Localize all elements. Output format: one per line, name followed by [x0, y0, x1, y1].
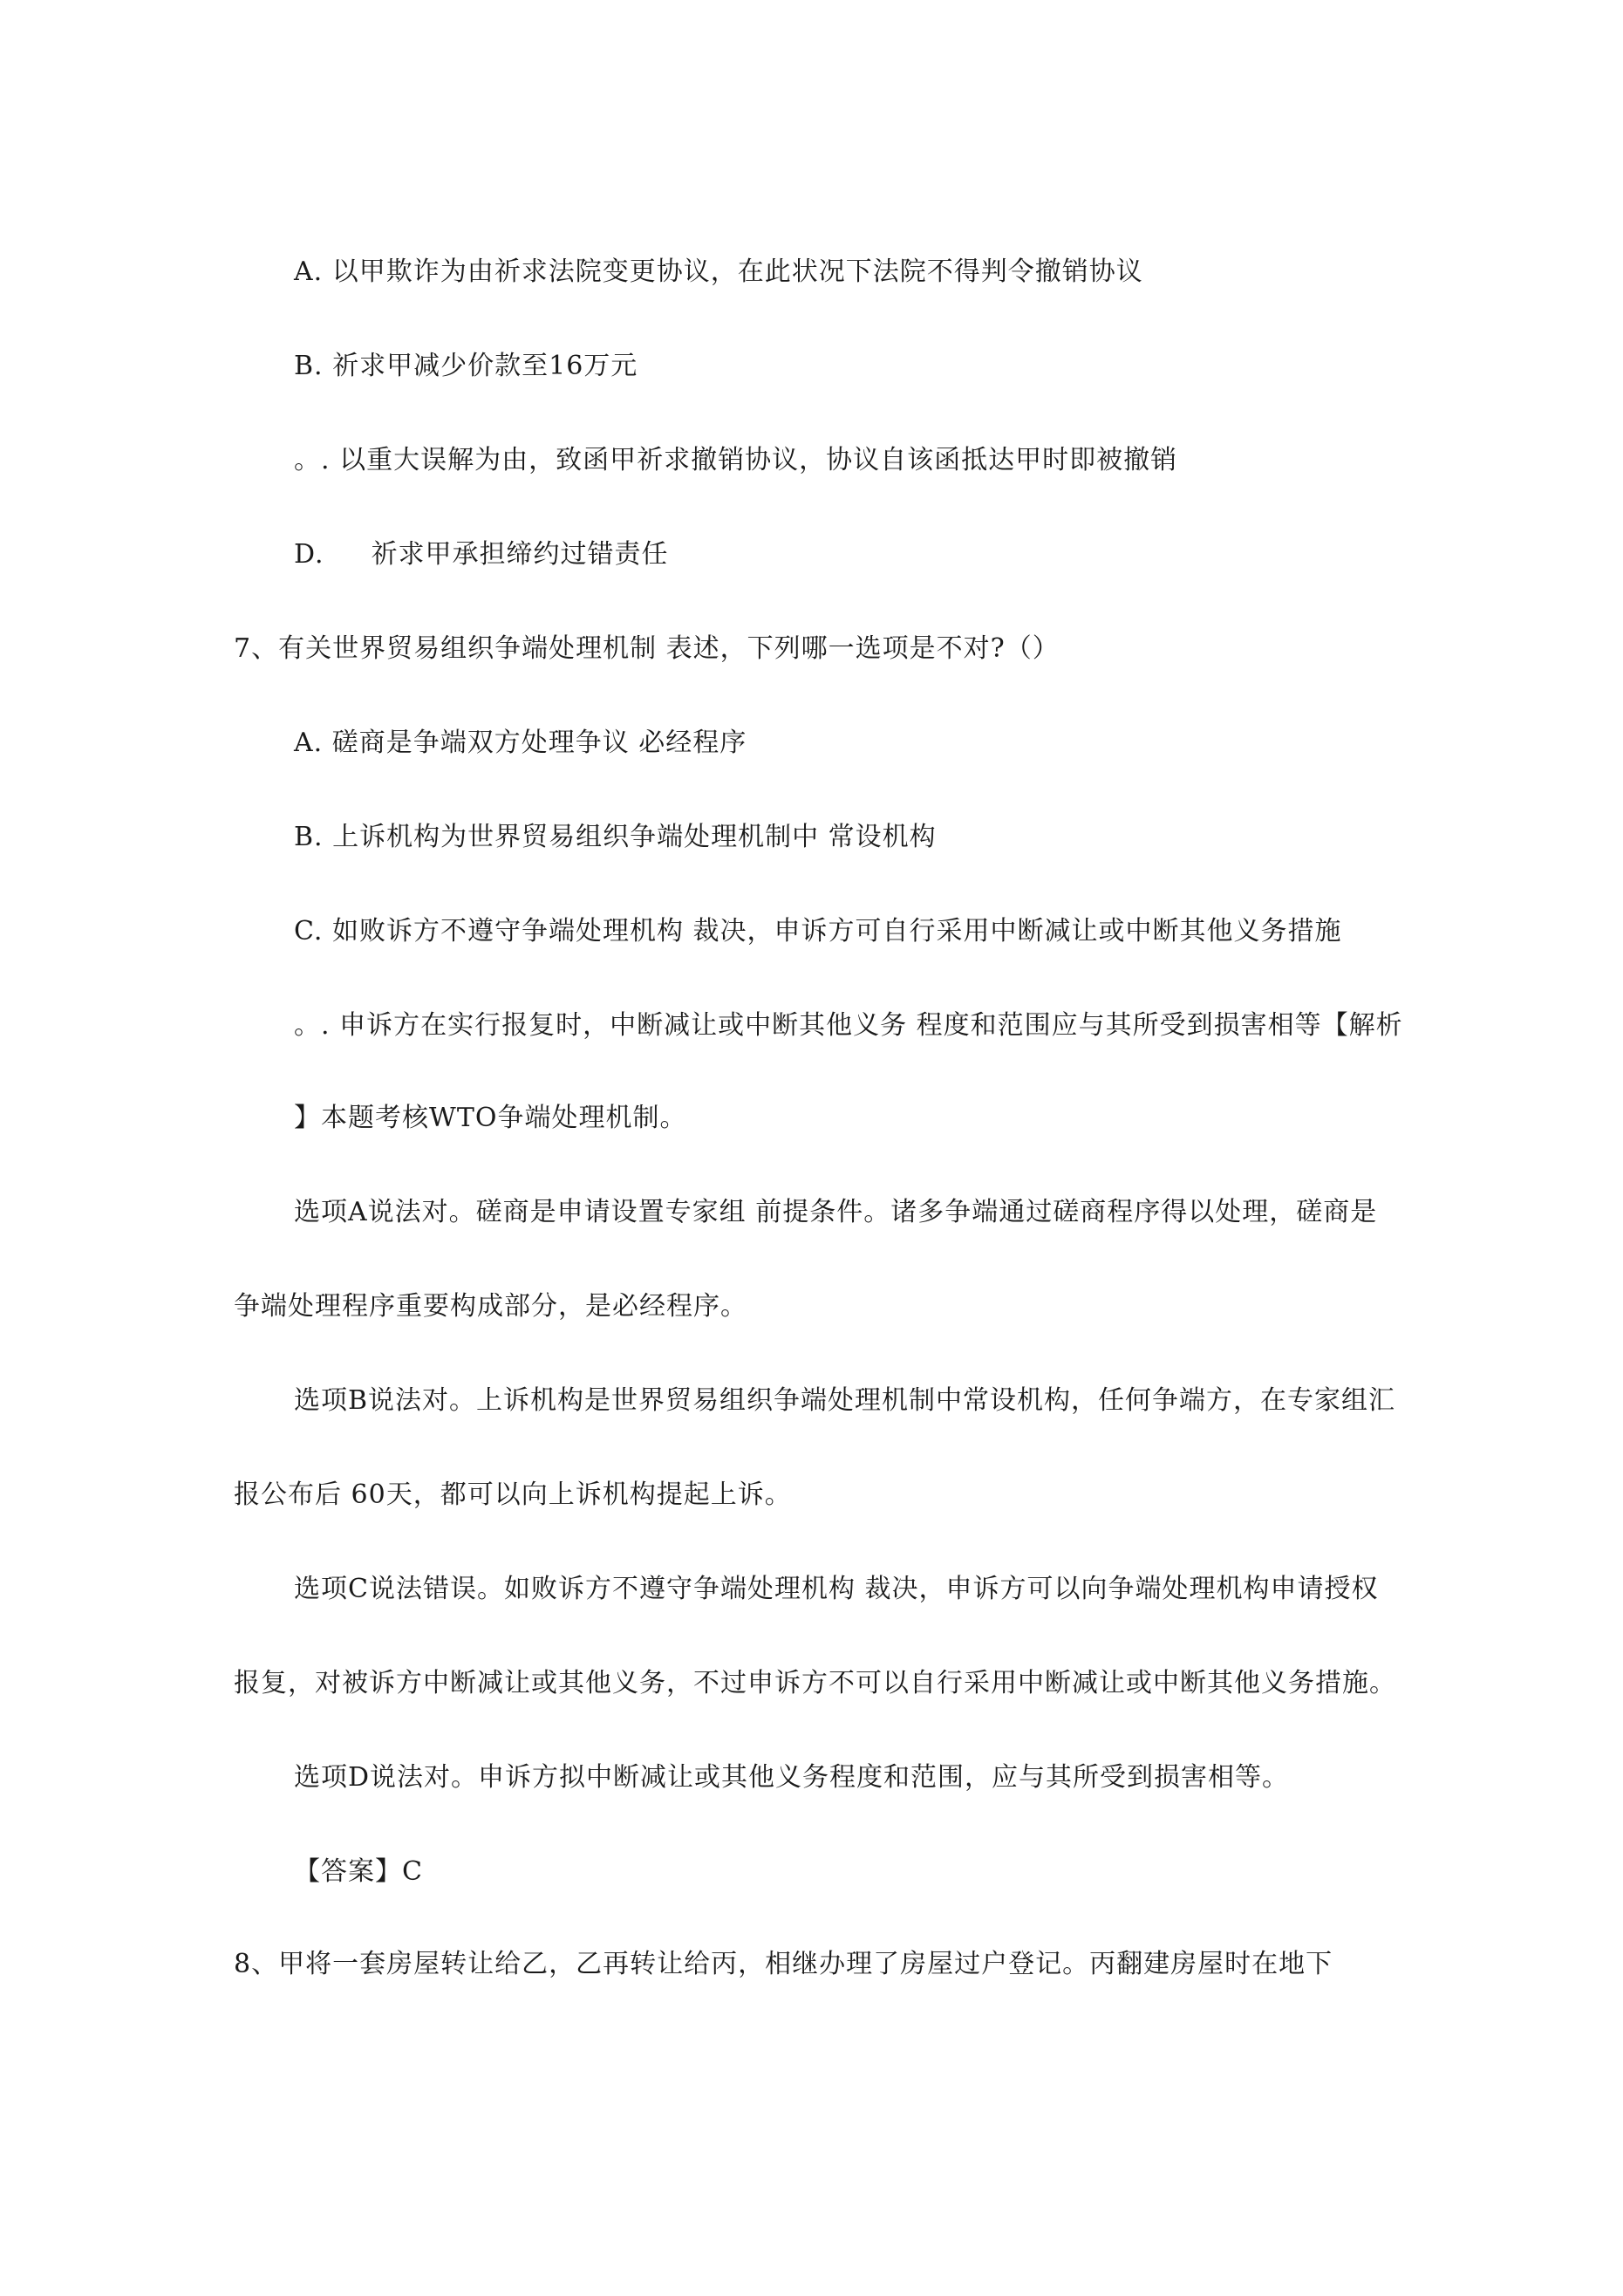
q6-option-a: A. 以甲欺诈为由祈求法院变更协议，在此状况下法院不得判令撤销协议: [294, 256, 1143, 287]
q7-explanation-d: 选项D说法对。申诉方拟中断减让或其他义务程度和范围，应与其所受到损害相等。: [294, 1762, 1290, 1793]
q7-analysis-heading: 】本题考核WTO争端处理机制。: [294, 1103, 687, 1133]
q8-question-stem: 8、甲将一套房屋转让给乙，乙再转让给丙，相继办理了房屋过户登记。丙翻建房屋时在地下: [234, 1949, 1333, 1979]
q6-option-d: [294, 537, 669, 572]
q7-explanation-a-line2: 争端处理程序重要构成部分，是必经程序。: [234, 1291, 747, 1322]
q7-option-d: 。. 申诉方在实行报复时，中断减让或中断其他义务 程度和范围应与其所受到损害相等【解析: [294, 1010, 1403, 1041]
q6-option-d-text: 祈求甲承担缔约过错责任: [371, 539, 669, 570]
q6-option-c: 。. 以重大误解为由，致函甲祈求撤销协议，协议自该函抵达甲时即被撤销: [294, 445, 1178, 475]
q7-option-c: C. 如败诉方不遵守争端处理机构 裁决，申诉方可自行采用中断减让或中断其他义务措施: [294, 916, 1342, 946]
q7-explanation-b-line2: 报公布后 60天，都可以向上诉机构提起上诉。: [234, 1479, 792, 1510]
q7-explanation-c-line2: 报复，对被诉方中断减让或其他义务，不过申诉方不可以自行采用中断减让或中断其他义务措施。: [234, 1668, 1396, 1698]
q7-option-a: A. 磋商是争端双方处理争议 必经程序: [294, 728, 747, 758]
q7-explanation-a-line1: 选项A说法对。磋商是申请设置专家组 前提条件。诸多争端通过磋商程序得以处理，磋商是: [294, 1197, 1378, 1227]
q7-option-b: B. 上诉机构为世界贸易组织争端处理机制中 常设机构: [294, 822, 937, 852]
q7-answer: 【答案】C: [294, 1856, 423, 1887]
q6-option-b: B. 祈求甲减少价款至16万元: [294, 351, 638, 381]
q7-question-stem: 7、有关世界贸易组织争端处理机制 表述，下列哪一选项是不对?（）: [234, 633, 1060, 664]
q6-option-d-letter: D.: [294, 539, 324, 570]
q7-explanation-b-line1: 选项B说法对。上诉机构是世界贸易组织争端处理机制中常设机构，任何争端方，在专家组汇: [294, 1385, 1396, 1416]
q7-explanation-c-line1: 选项C说法错误。如败诉方不遵守争端处理机构 裁决，申诉方可以向争端处理机构申请授权: [294, 1574, 1379, 1604]
